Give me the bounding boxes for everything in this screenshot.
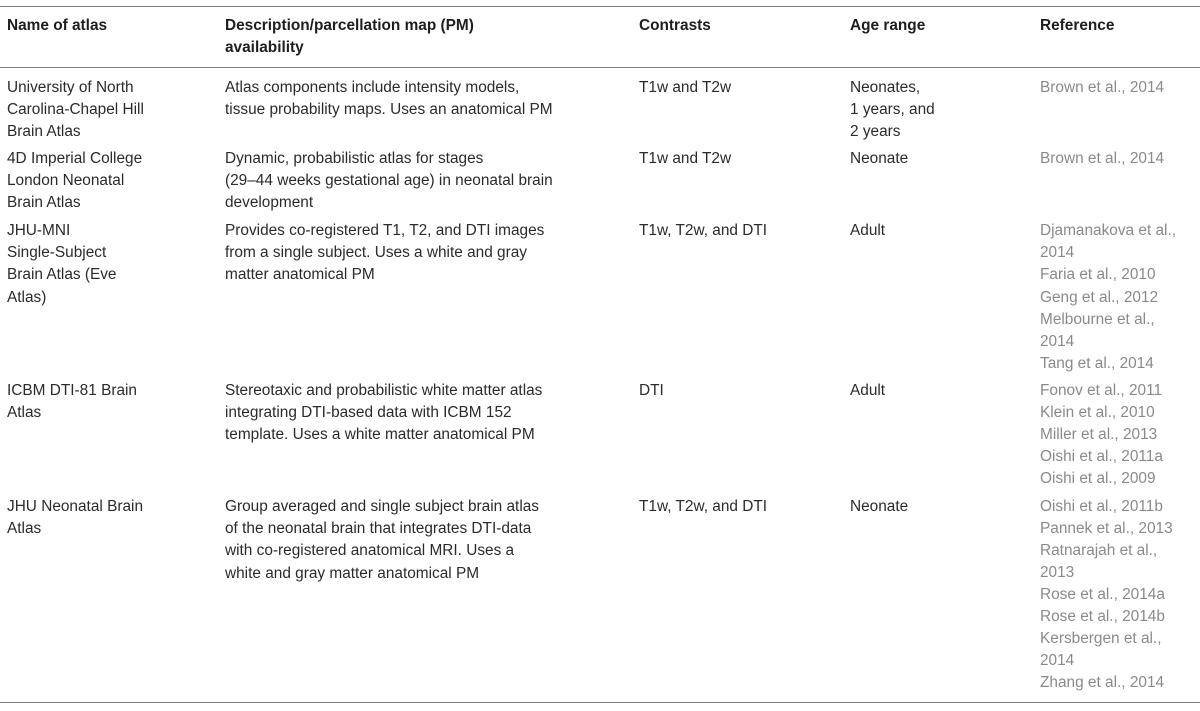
row-2-description: Dynamic, probabilistic atlas for stages (29–44 weeks gestational age) in neonatal brain development — [225, 150, 553, 212]
row-5-atlas-name: JHU Neonatal Brain Atlas — [7, 498, 144, 538]
row-1-reference-link[interactable]: Brown et al., 2014 — [1040, 79, 1165, 96]
row-3-reference-link[interactable]: Melbourne et al., 2014 — [1040, 311, 1155, 351]
row-5-contrasts: T1w, T2w, and DTI — [639, 498, 768, 515]
header-contrasts: Contrasts — [639, 17, 711, 34]
row-4-contrasts: DTI — [639, 382, 664, 399]
row-5-description: Group averaged and single subject brain atlas of the neonatal brain that integrates DTI-data with co-registered anatomical MRI. Uses a white and gray matter anatomical PM — [225, 498, 539, 582]
row-5-reference-link[interactable]: Oishi et al., 2011b — [1040, 498, 1163, 515]
row-5-reference-link[interactable]: Zhang et al., 2014 — [1040, 674, 1165, 691]
row-4-age-range: Adult — [850, 382, 886, 399]
row-1-contrasts: T1w and T2w — [639, 79, 732, 96]
row-5-reference-link[interactable]: Kersbergen et al., 2014 — [1040, 630, 1162, 670]
table-top-rule — [0, 6, 1200, 7]
row-4-atlas-name: ICBM DTI-81 Brain Atlas — [7, 382, 137, 422]
header-reference: Reference — [1040, 17, 1115, 34]
row-3-reference-link[interactable]: Faria et al., 2010 — [1040, 266, 1156, 283]
table-bottom-rule — [0, 702, 1200, 703]
row-4-reference-link[interactable]: Oishi et al., 2009 — [1040, 470, 1156, 487]
row-3-reference-link[interactable]: Tang et al., 2014 — [1040, 355, 1154, 372]
row-4-description: Stereotaxic and probabilistic white matter atlas integrating DTI-based data with ICBM 152 template. Uses a white matter anatomical PM — [225, 382, 543, 444]
header-age-range: Age range — [850, 17, 926, 34]
row-2-contrasts: T1w and T2w — [639, 150, 732, 167]
row-5-reference-link[interactable]: Pannek et al., 2013 — [1040, 520, 1173, 537]
row-3-reference-link[interactable]: Djamanakova et al., 2014 — [1040, 222, 1177, 262]
header-description: Description/parcellation map (PM) availability — [225, 17, 474, 57]
row-1-atlas-name: University of North Carolina-Chapel Hill Brain Atlas — [7, 79, 144, 141]
row-4-reference-link[interactable]: Miller et al., 2013 — [1040, 426, 1158, 443]
row-3-atlas-name: JHU-MNI Single-Subject Brain Atlas (Eve Atlas) — [7, 222, 117, 306]
row-2-atlas-name: 4D Imperial College London Neonatal Brain Atlas — [7, 150, 143, 212]
row-4-reference-link[interactable]: Klein et al., 2010 — [1040, 404, 1155, 421]
row-1-description: Atlas components include intensity models, tissue probability maps. Uses an anatomical PM — [225, 79, 553, 119]
row-4-reference-link[interactable]: Oishi et al., 2011a — [1040, 448, 1163, 465]
row-5-reference-link[interactable]: Ratnarajah et al., 2013 — [1040, 542, 1158, 582]
row-5-reference-link[interactable]: Rose et al., 2014a — [1040, 586, 1165, 603]
row-1-age-range: Neonates, 1 years, and 2 years — [850, 79, 935, 141]
row-4-reference-link[interactable]: Fonov et al., 2011 — [1040, 382, 1163, 399]
row-2-age-range: Neonate — [850, 150, 909, 167]
row-3-description: Provides co-registered T1, T2, and DTI images from a single subject. Uses a white and gray matter anatomical PM — [225, 222, 545, 284]
row-5-reference-link[interactable]: Rose et al., 2014b — [1040, 608, 1165, 625]
row-3-reference-link[interactable]: Geng et al., 2012 — [1040, 289, 1159, 306]
row-3-age-range: Adult — [850, 222, 886, 239]
row-5-age-range: Neonate — [850, 498, 909, 515]
header-name-of-atlas: Name of atlas — [7, 17, 108, 34]
row-3-contrasts: T1w, T2w, and DTI — [639, 222, 768, 239]
header-bottom-rule — [0, 67, 1200, 68]
row-2-reference-link[interactable]: Brown et al., 2014 — [1040, 150, 1165, 167]
